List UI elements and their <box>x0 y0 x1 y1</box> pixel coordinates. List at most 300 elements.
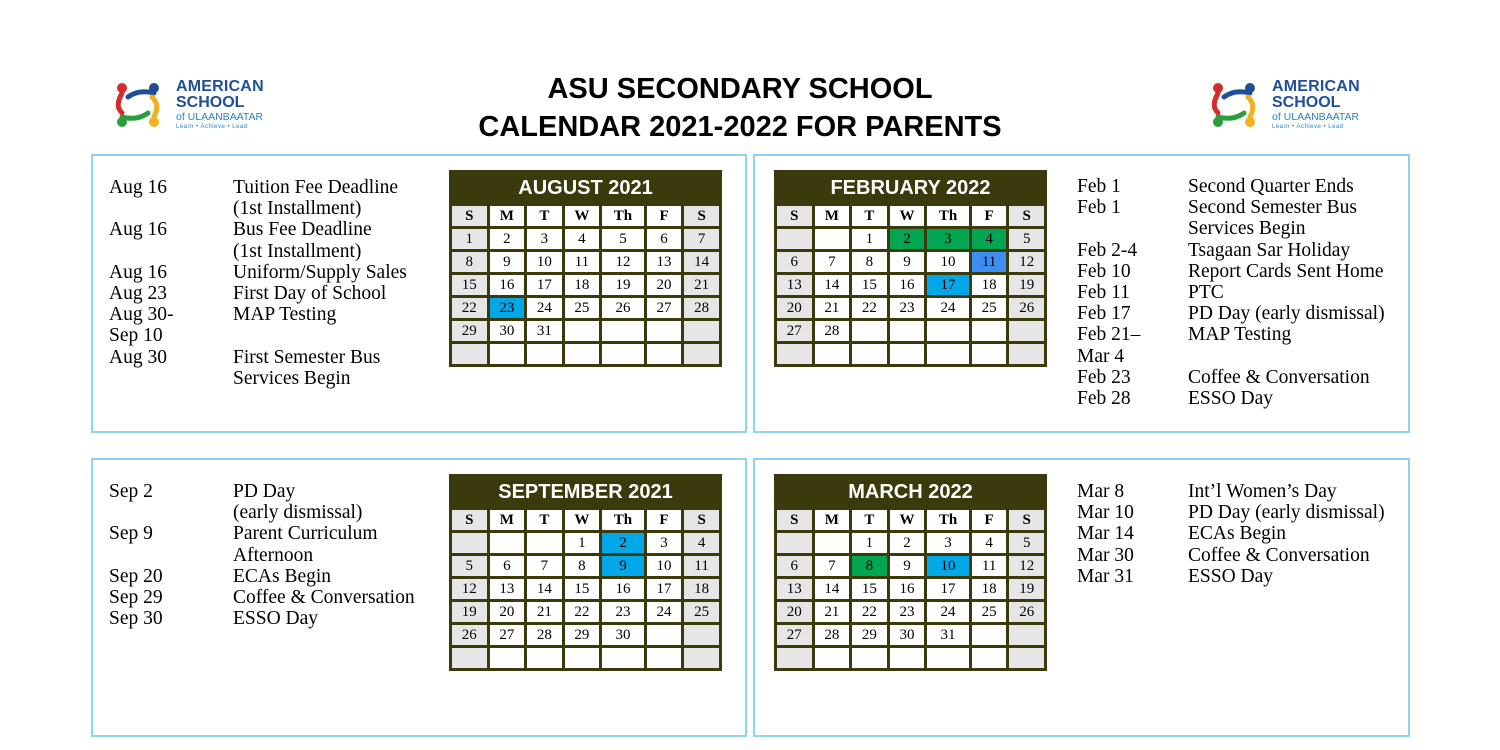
day-cell <box>851 647 889 670</box>
day-cell: 20 <box>776 601 814 624</box>
weekday-label: S <box>683 509 721 532</box>
event-item <box>109 262 429 283</box>
day-cell: 22 <box>563 601 601 624</box>
week-row <box>451 601 721 624</box>
event-text-line: ESSO Day <box>233 608 319 630</box>
weekday-label: S <box>776 205 814 228</box>
event-text <box>1188 176 1402 197</box>
event-text <box>1188 324 1402 366</box>
event-date-line: Sep 2 <box>109 481 153 502</box>
weekday-label: M <box>813 205 851 228</box>
week-row <box>451 555 721 578</box>
day-cell: 14 <box>526 578 564 601</box>
day-cell: 17 <box>926 274 971 297</box>
day-cell <box>813 228 851 251</box>
event-date-line: Mar 14 <box>1077 523 1134 545</box>
day-cell: 29 <box>563 624 601 647</box>
day-cell <box>888 647 926 670</box>
day-cell: 28 <box>813 320 851 343</box>
day-cell: 7 <box>813 251 851 274</box>
event-text-line: Coffee & Conversation <box>1188 366 1370 388</box>
day-cell: 7 <box>526 555 564 578</box>
events-february <box>1077 176 1402 409</box>
event-date <box>109 566 233 587</box>
school-logo-right <box>1206 77 1376 137</box>
event-date <box>1077 197 1188 239</box>
week-row <box>451 320 721 343</box>
event-item <box>1077 523 1402 544</box>
day-cell <box>926 343 971 366</box>
day-cell: 31 <box>526 320 564 343</box>
day-cell: 10 <box>926 555 971 578</box>
event-date <box>1077 240 1188 261</box>
event-date-line: Mar 31 <box>1077 565 1134 587</box>
day-cell: 22 <box>851 601 889 624</box>
day-cell: 7 <box>813 555 851 578</box>
day-cell <box>970 647 1008 670</box>
event-text-line: MAP Testing <box>233 304 337 326</box>
week-row <box>451 343 721 366</box>
event-item <box>109 347 429 389</box>
weekday-label: W <box>563 509 601 532</box>
day-cell <box>563 647 601 670</box>
day-cell: 3 <box>926 228 971 251</box>
event-date-line: Feb 1 <box>1077 197 1121 219</box>
event-date <box>1077 481 1188 502</box>
day-cell: 12 <box>1008 555 1046 578</box>
day-cell: 2 <box>888 228 926 251</box>
events-september <box>109 481 429 629</box>
school-logo-left <box>110 77 280 137</box>
event-text-line: Parent Curriculum <box>233 523 378 545</box>
day-cell: 10 <box>926 251 971 274</box>
day-cell <box>888 320 926 343</box>
day-cell: 3 <box>526 228 564 251</box>
day-cell: 9 <box>488 251 526 274</box>
event-date <box>109 283 233 304</box>
week-row <box>776 320 1046 343</box>
day-cell: 8 <box>451 251 489 274</box>
day-cell: 20 <box>488 601 526 624</box>
event-item <box>1077 502 1402 523</box>
day-cell: 11 <box>563 251 601 274</box>
day-cell: 19 <box>601 274 646 297</box>
weekday-label: S <box>1008 205 1046 228</box>
week-row <box>776 624 1046 647</box>
week-row <box>451 274 721 297</box>
day-cell: 5 <box>1008 532 1046 555</box>
day-cell: 28 <box>813 624 851 647</box>
events-march <box>1077 481 1402 587</box>
day-cell: 26 <box>1008 297 1046 320</box>
logo-text-american: AMERICAN <box>1272 78 1360 95</box>
day-cell <box>683 343 721 366</box>
day-cell: 14 <box>813 274 851 297</box>
day-cell: 6 <box>488 555 526 578</box>
event-date-line: Mar 30 <box>1077 544 1134 566</box>
logo-text-school: SCHOOL <box>1272 94 1341 111</box>
weekday-label: S <box>776 509 814 532</box>
event-date-line: Mar 8 <box>1077 481 1125 502</box>
day-cell <box>526 532 564 555</box>
day-cell: 4 <box>683 532 721 555</box>
event-item <box>109 219 429 261</box>
event-text-line: Services Begin <box>1188 218 1306 240</box>
day-cell <box>683 320 721 343</box>
event-text <box>233 283 429 304</box>
month-title: MARCH 2022 <box>776 476 1046 509</box>
day-cell <box>488 343 526 366</box>
event-date <box>1077 502 1188 523</box>
day-cell: 6 <box>776 251 814 274</box>
event-date-line: Feb 11 <box>1077 282 1130 304</box>
day-cell: 13 <box>488 578 526 601</box>
event-item <box>109 481 429 523</box>
event-text-line: Services Begin <box>233 367 351 389</box>
event-date-line: Aug 16 <box>109 177 167 198</box>
day-cell: 22 <box>451 297 489 320</box>
day-cell: 14 <box>683 251 721 274</box>
day-cell <box>645 647 683 670</box>
weekday-label: F <box>645 205 683 228</box>
day-cell <box>813 532 851 555</box>
day-cell: 19 <box>451 601 489 624</box>
event-date-line: Feb 2-4 <box>1077 239 1138 261</box>
weekday-label: W <box>888 509 926 532</box>
events-august <box>109 177 429 389</box>
event-item <box>1077 566 1402 587</box>
school-logo-icon <box>1206 77 1262 133</box>
week-row <box>776 274 1046 297</box>
day-cell: 25 <box>970 601 1008 624</box>
weekday-label: F <box>970 509 1008 532</box>
event-text <box>1188 481 1402 502</box>
event-item <box>1077 197 1402 239</box>
weekday-label: S <box>451 205 489 228</box>
day-cell: 12 <box>601 251 646 274</box>
day-cell: 23 <box>488 297 526 320</box>
event-date-line: Feb 21– <box>1077 324 1141 346</box>
weekday-label: M <box>813 509 851 532</box>
day-cell: 9 <box>888 555 926 578</box>
month-header-row <box>451 476 721 509</box>
day-cell: 27 <box>776 624 814 647</box>
day-cell: 31 <box>926 624 971 647</box>
week-row <box>776 578 1046 601</box>
weekday-label: T <box>851 509 889 532</box>
event-text-line: Uniform/Supply Sales <box>233 261 407 283</box>
day-cell: 17 <box>526 274 564 297</box>
day-cell: 30 <box>488 320 526 343</box>
event-date <box>1077 523 1188 544</box>
event-date <box>1077 282 1188 303</box>
event-text-line: Int’l Women’s Day <box>1188 481 1337 502</box>
calendar-september <box>449 474 722 671</box>
event-text <box>1188 566 1402 587</box>
day-cell <box>563 343 601 366</box>
event-date <box>109 347 233 389</box>
day-cell: 14 <box>813 578 851 601</box>
event-text-line: PD Day <box>233 481 296 502</box>
logo-text-city: of ULAANBAATAR <box>176 111 264 123</box>
day-cell: 1 <box>851 532 889 555</box>
weekday-label: F <box>645 509 683 532</box>
logo-text-city: of ULAANBAATAR <box>1272 111 1360 123</box>
day-cell: 25 <box>683 601 721 624</box>
week-row <box>451 624 721 647</box>
event-item <box>109 523 429 565</box>
event-date-line: Aug 30 <box>109 346 167 368</box>
event-text-line: ECAs Begin <box>233 565 332 587</box>
day-cell: 12 <box>1008 251 1046 274</box>
week-row <box>776 601 1046 624</box>
day-cell: 1 <box>451 228 489 251</box>
day-cell <box>645 343 683 366</box>
page-title <box>450 70 1030 146</box>
day-cell: 26 <box>451 624 489 647</box>
day-cell <box>645 624 683 647</box>
day-cell: 24 <box>526 297 564 320</box>
event-date-line: Feb 23 <box>1077 366 1131 388</box>
day-cell: 18 <box>970 578 1008 601</box>
weekday-row <box>451 509 721 532</box>
week-row <box>451 647 721 670</box>
day-cell <box>776 532 814 555</box>
week-row <box>451 578 721 601</box>
event-text <box>1188 282 1402 303</box>
day-cell <box>488 532 526 555</box>
day-cell: 18 <box>563 274 601 297</box>
event-date-line: Mar 10 <box>1077 502 1134 524</box>
weekday-label: S <box>451 509 489 532</box>
day-cell: 19 <box>1008 578 1046 601</box>
weekday-row <box>451 205 721 228</box>
day-cell <box>601 320 646 343</box>
event-date <box>109 608 233 629</box>
event-text-line: Tsagaan Sar Holiday <box>1188 239 1351 261</box>
event-text <box>233 262 429 283</box>
day-cell: 15 <box>451 274 489 297</box>
day-cell: 27 <box>488 624 526 647</box>
event-text <box>1188 197 1402 239</box>
day-cell: 18 <box>970 274 1008 297</box>
event-date <box>1077 176 1188 197</box>
day-cell: 11 <box>970 555 1008 578</box>
event-date <box>109 219 233 261</box>
day-cell: 11 <box>683 555 721 578</box>
event-text-line: PD Day (early dismissal) <box>1188 303 1385 325</box>
day-cell: 2 <box>488 228 526 251</box>
day-cell: 19 <box>1008 274 1046 297</box>
day-cell <box>813 647 851 670</box>
event-date-line: Aug 16 <box>109 261 167 283</box>
day-cell: 2 <box>888 532 926 555</box>
day-cell: 10 <box>645 555 683 578</box>
event-date-line: Feb 17 <box>1077 303 1131 325</box>
event-item <box>109 608 429 629</box>
weekday-label: T <box>851 205 889 228</box>
event-text-line: Bus Fee Deadline <box>233 219 372 241</box>
event-date-line: Feb 28 <box>1077 388 1131 410</box>
weekday-label: Th <box>926 509 971 532</box>
event-text-line: Second Semester Bus <box>1188 197 1357 219</box>
day-cell: 25 <box>970 297 1008 320</box>
day-cell <box>1008 320 1046 343</box>
logo-text-american: AMERICAN <box>176 78 264 95</box>
event-date <box>109 262 233 283</box>
day-cell: 16 <box>488 274 526 297</box>
event-text-line: ESSO Day <box>1188 565 1274 587</box>
day-cell: 28 <box>683 297 721 320</box>
weekday-label: T <box>526 509 564 532</box>
day-cell: 20 <box>776 297 814 320</box>
day-cell <box>563 320 601 343</box>
weekday-label: T <box>526 205 564 228</box>
day-cell: 9 <box>601 555 646 578</box>
event-text-line: Coffee & Conversation <box>1188 544 1370 566</box>
month-header-row <box>451 172 721 205</box>
weekday-label: Th <box>601 509 646 532</box>
week-row <box>451 297 721 320</box>
day-cell: 25 <box>563 297 601 320</box>
day-cell: 24 <box>926 297 971 320</box>
day-cell: 24 <box>926 601 971 624</box>
logo-tagline: Learn • Achieve • Lead <box>1272 124 1344 130</box>
logo-tagline: Learn • Achieve • Lead <box>176 124 248 130</box>
event-date <box>1077 388 1188 409</box>
day-cell: 8 <box>851 251 889 274</box>
event-date-line: Aug 23 <box>109 283 167 305</box>
day-cell: 10 <box>526 251 564 274</box>
event-text <box>1188 523 1402 544</box>
day-cell: 13 <box>776 274 814 297</box>
day-cell <box>683 647 721 670</box>
day-cell: 3 <box>645 532 683 555</box>
month-header-row <box>776 476 1046 509</box>
event-date-line: Sep 29 <box>109 587 163 609</box>
event-item <box>109 177 429 219</box>
day-cell: 1 <box>851 228 889 251</box>
event-item <box>1077 545 1402 566</box>
event-text <box>1188 367 1402 388</box>
event-date-line: Feb 1 <box>1077 176 1121 197</box>
weekday-label: F <box>970 205 1008 228</box>
event-text <box>233 523 429 565</box>
day-cell <box>451 343 489 366</box>
weekday-label: S <box>1008 509 1046 532</box>
event-date <box>109 304 233 346</box>
event-date <box>1077 324 1188 366</box>
week-row <box>776 251 1046 274</box>
day-cell: 5 <box>451 555 489 578</box>
day-cell: 27 <box>776 320 814 343</box>
month-title: SEPTEMBER 2021 <box>451 476 721 509</box>
day-cell: 4 <box>970 228 1008 251</box>
month-title: AUGUST 2021 <box>451 172 721 205</box>
event-text-line: Second Quarter Ends <box>1188 176 1354 197</box>
weekday-label: M <box>488 205 526 228</box>
day-cell <box>970 343 1008 366</box>
day-cell <box>813 343 851 366</box>
weekday-label: W <box>563 205 601 228</box>
event-item <box>1077 261 1402 282</box>
week-row <box>451 228 721 251</box>
week-row <box>776 228 1046 251</box>
weekday-label: S <box>683 205 721 228</box>
logo-text-school: SCHOOL <box>176 94 245 111</box>
day-cell: 16 <box>888 578 926 601</box>
day-cell: 9 <box>888 251 926 274</box>
day-cell: 26 <box>1008 601 1046 624</box>
day-cell: 29 <box>451 320 489 343</box>
event-date-line: Aug 16 <box>109 219 167 241</box>
day-cell: 21 <box>813 297 851 320</box>
event-text-line: Tuition Fee Deadline <box>233 177 399 198</box>
day-cell <box>526 343 564 366</box>
event-text-line: ECAs Begin <box>1188 523 1287 545</box>
day-cell: 17 <box>926 578 971 601</box>
weekday-row <box>776 509 1046 532</box>
day-cell <box>1008 647 1046 670</box>
day-cell: 23 <box>601 601 646 624</box>
event-text-line: PD Day (early dismissal) <box>1188 502 1385 524</box>
event-item <box>1077 176 1402 197</box>
day-cell: 21 <box>683 274 721 297</box>
day-cell: 15 <box>851 274 889 297</box>
week-row <box>776 343 1046 366</box>
day-cell <box>1008 343 1046 366</box>
event-item <box>109 304 429 346</box>
day-cell: 17 <box>645 578 683 601</box>
event-text-line: First Semester Bus <box>233 346 381 368</box>
day-cell: 21 <box>813 601 851 624</box>
day-cell: 18 <box>683 578 721 601</box>
day-cell: 15 <box>851 578 889 601</box>
event-date-line: Sep 30 <box>109 608 163 630</box>
weekday-label: Th <box>926 205 971 228</box>
event-date <box>109 481 233 523</box>
event-date <box>1077 261 1188 282</box>
event-item <box>1077 388 1402 409</box>
day-cell: 30 <box>601 624 646 647</box>
day-cell: 23 <box>888 601 926 624</box>
event-text-line: PTC <box>1188 282 1224 304</box>
event-text <box>233 304 429 346</box>
week-row <box>451 251 721 274</box>
event-text-line: First Day of School <box>233 283 387 305</box>
day-cell: 6 <box>645 228 683 251</box>
event-date <box>1077 545 1188 566</box>
event-item <box>1077 303 1402 324</box>
event-item <box>1077 282 1402 303</box>
week-row <box>776 532 1046 555</box>
day-cell: 11 <box>970 251 1008 274</box>
day-cell <box>683 624 721 647</box>
day-cell: 16 <box>888 274 926 297</box>
event-text <box>1188 261 1402 282</box>
weekday-label: Th <box>601 205 646 228</box>
day-cell: 21 <box>526 601 564 624</box>
day-cell: 7 <box>683 228 721 251</box>
day-cell <box>645 320 683 343</box>
day-cell <box>970 624 1008 647</box>
week-row <box>776 297 1046 320</box>
day-cell: 4 <box>970 532 1008 555</box>
day-cell: 13 <box>776 578 814 601</box>
weekday-label: W <box>888 205 926 228</box>
event-date <box>1077 367 1188 388</box>
day-cell <box>601 343 646 366</box>
